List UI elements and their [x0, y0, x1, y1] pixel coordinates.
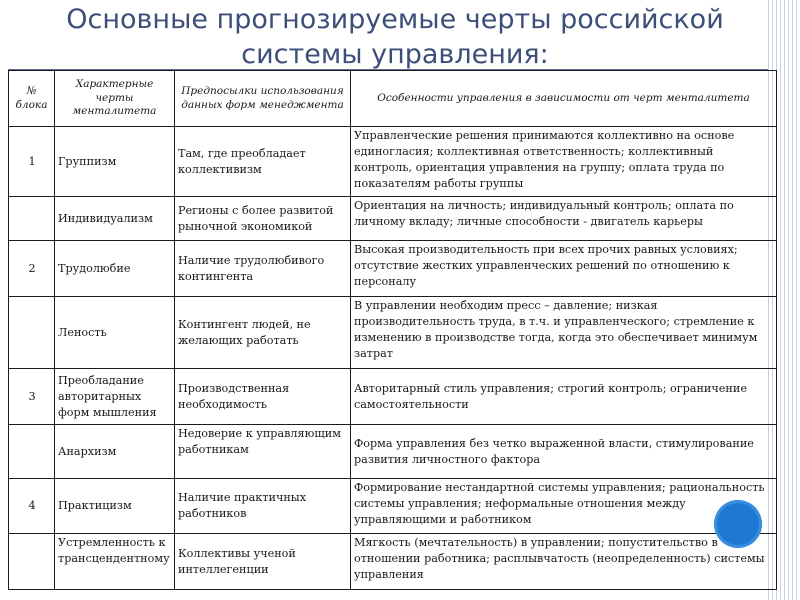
row-premise: Там, где преобладает коллективизм [175, 127, 351, 197]
row-trait: Трудолюбие [55, 241, 175, 297]
row-number [9, 197, 55, 241]
row-trait: Группизм [55, 127, 175, 197]
row-trait: Анархизм [55, 425, 175, 479]
row-premise: Наличие практичных работников [175, 479, 351, 534]
row-premise: Коллективы ученой интеллегенции [175, 534, 351, 590]
row-features: Высокая производительность при всех прочих равных условиях; отсутствие жестких управленческих решений по отношению к персоналу [351, 241, 777, 297]
table-row [9, 297, 777, 369]
row-premise: Производственная необходимость [175, 369, 351, 425]
header-traits: Характерные черты менталитета [55, 71, 175, 127]
header-features: Особенности управления в зависимости от черт менталитета [351, 71, 777, 127]
table-row [9, 197, 777, 241]
row-trait: Преобладание авторитарных форм мышления [55, 369, 175, 425]
row-number [9, 297, 55, 369]
row-trait: Практицизм [55, 479, 175, 534]
table-row [9, 479, 777, 534]
row-features: Авторитарный стиль управления; строгий контроль; ограничение самостоятельности [351, 369, 777, 425]
row-premise: Регионы с более развитой рыночной экономикой [175, 197, 351, 241]
mentality-table [8, 70, 777, 590]
row-number [9, 425, 55, 479]
row-number: 4 [9, 479, 55, 534]
table-row [9, 369, 777, 425]
table-row [9, 127, 777, 197]
row-features: Мягкость (мечтательность) в управлении; попустительство в отношении работника; расплывчатость (неопределенность) системы управления [351, 534, 777, 590]
header-premises: Предпосылки использования данных форм менеджмента [175, 71, 351, 127]
row-features: Управленческие решения принимаются коллективно на основе единогласия; коллективная ответственность; коллективный контроль, ориентация управления на группу; оплата труда по показателям работы группы [351, 127, 777, 197]
row-number: 1 [9, 127, 55, 197]
table-row [9, 534, 777, 590]
row-number: 3 [9, 369, 55, 425]
row-trait: Индивидуализм [55, 197, 175, 241]
slide-title: Основные прогнозируемые черты российской системы управления: [66, 4, 724, 70]
row-trait: Устремленность к трансцендентному [55, 534, 175, 590]
row-features: В управлении необходим пресс – давление; низкая производительность труда, в т.ч. и управленческого; стремление к изменению в производстве тогда, когда это обеспечивает минимум затрат [351, 297, 777, 369]
row-premise: Наличие трудолюбивого контингента [175, 241, 351, 297]
row-premise: Недоверие к управляющим работникам [175, 425, 351, 479]
row-number: 2 [9, 241, 55, 297]
row-premise: Контингент людей, не желающих работать [175, 297, 351, 369]
row-features: Ориентация на личность; индивидуальный контроль; оплата по личному вкладу; личные способности - двигатель карьеры [351, 197, 777, 241]
header-block-number: № блока [9, 71, 55, 127]
table-row [9, 425, 777, 479]
table-header-row [9, 71, 777, 127]
row-number [9, 534, 55, 590]
table-row [9, 241, 777, 297]
row-trait: Леность [55, 297, 175, 369]
row-features: Форма управления без четко выраженной власти, стимулирование развития личностного фактора [351, 425, 777, 479]
row-features: Формирование нестандартной системы управления; рациональность системы управления; неформальные отношения между управляющими и работником [351, 479, 777, 534]
decorative-circle [714, 500, 762, 548]
